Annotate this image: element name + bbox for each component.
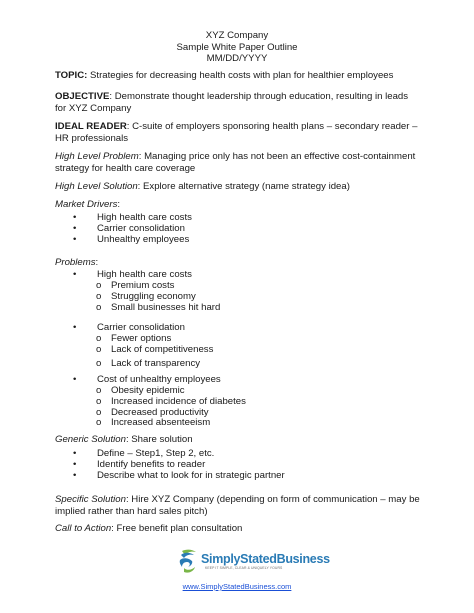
- ideal-reader-text: : C-suite of employers sponsoring health plans – secondary reader – HR professionals: [55, 121, 418, 144]
- objective-label: OBJECTIVE: [55, 91, 110, 102]
- list-item: o Obesity epidemic: [96, 385, 185, 396]
- bullet-icon: •: [73, 374, 77, 385]
- list-item: • Define – Step1, Step 2, etc.: [73, 448, 215, 459]
- logo-tagline: KEEP IT SIMPLE, CLEAR & UNIQUELY YOURS: [205, 566, 283, 570]
- problems-heading: [55, 257, 420, 269]
- solution-label: High Level Solution: [55, 181, 138, 192]
- list-item: o Decreased productivity: [96, 406, 209, 418]
- list-item: o Struggling economy: [96, 290, 196, 302]
- market-drivers-label: Market Drivers: [55, 199, 118, 210]
- topic-label: TOPIC:: [55, 70, 88, 81]
- sub-bullet-icon: o: [96, 343, 102, 355]
- list-item: o Fewer options: [96, 333, 172, 344]
- bullet-icon: •: [73, 458, 77, 470]
- sub-bullet-icon: o: [96, 357, 102, 369]
- ideal-reader-section: [55, 121, 420, 145]
- problems-colon: :: [95, 257, 99, 268]
- problem-sublist: [96, 280, 221, 313]
- problem-text: : Managing price only has not been an effective cost-containment strategy for health care coverage: [55, 151, 416, 174]
- website-link[interactable]: www.SimplyStatedBusiness.com: [182, 582, 292, 591]
- bullet-icon: •: [73, 212, 77, 223]
- list-item: o Lack of competitiveness: [96, 343, 214, 355]
- list-item: • Cost of unhealthy employees: [73, 374, 221, 385]
- list-item: o Lack of transparency: [96, 357, 201, 369]
- market-drivers-heading: [55, 199, 420, 211]
- bullet-icon: •: [73, 222, 77, 234]
- sub-bullet-icon: o: [96, 280, 102, 291]
- list-item: • Unhealthy employees: [73, 233, 190, 245]
- sub-bullet-icon: o: [96, 333, 102, 344]
- sub-bullet-icon: o: [96, 290, 102, 302]
- call-to-action-label: Call to Action: [55, 523, 112, 534]
- specific-solution-text: : Hire XYZ Company (depending on form of communication – may be implied rather than hard sales pitch): [55, 494, 420, 517]
- document-date: MM/DD/YYYY: [206, 53, 268, 64]
- sub-bullet-icon: o: [96, 406, 102, 418]
- generic-solution-list: [73, 448, 285, 481]
- specific-solution-label: Specific Solution: [55, 494, 126, 505]
- specific-solution-section: [55, 494, 420, 518]
- sub-bullet-icon: o: [96, 417, 102, 429]
- solution-section: [55, 181, 420, 193]
- list-item: o Small businesses hit hard: [96, 301, 221, 313]
- simply-stated-business-logo: [178, 548, 330, 576]
- list-item: o Increased absenteeism: [96, 417, 211, 429]
- company-name: XYZ Company: [205, 30, 269, 41]
- market-drivers-colon: :: [117, 199, 121, 210]
- problems-label: Problems: [55, 257, 96, 268]
- list-item: o Premium costs: [96, 280, 175, 291]
- document-title: Sample White Paper Outline: [176, 41, 298, 53]
- sub-bullet-icon: o: [96, 301, 102, 313]
- bullet-icon: •: [73, 322, 77, 333]
- call-to-action-section: [55, 523, 420, 535]
- problem-sublist: [96, 385, 246, 429]
- list-item: • Carrier consolidation: [73, 222, 185, 234]
- problem-sublist: [96, 333, 214, 369]
- problem-label: High Level Problem: [55, 151, 139, 162]
- solution-text: : Explore alternative strategy (name strategy idea): [137, 181, 350, 192]
- list-item: • High health care costs: [73, 269, 192, 280]
- document-header: [0, 30, 474, 65]
- call-to-action-text: : Free benefit plan consultation: [111, 523, 243, 534]
- logo-mark-icon: [178, 549, 200, 575]
- bullet-icon: •: [73, 448, 77, 459]
- list-item: • Carrier consolidation: [73, 322, 185, 333]
- generic-solution-text: : Share solution: [125, 434, 193, 445]
- bullet-icon: •: [73, 233, 77, 245]
- list-item: • High health care costs: [73, 212, 192, 223]
- topic-section: [55, 70, 420, 82]
- sub-bullet-icon: o: [96, 385, 102, 396]
- logo-wordmark: SimplyStatedBusiness: [201, 552, 330, 566]
- ideal-reader-label: IDEAL READER: [55, 121, 127, 132]
- objective-section: [55, 91, 420, 115]
- market-drivers-list: [73, 212, 192, 245]
- generic-solution-label: Generic Solution: [55, 434, 126, 445]
- bullet-icon: •: [73, 469, 77, 481]
- list-item: • Describe what to look for in strategic partner: [73, 469, 285, 481]
- objective-text: : Demonstrate thought leadership through education, resulting in leads for XYZ Company: [55, 91, 409, 114]
- generic-solution-section: [55, 434, 420, 446]
- list-item: • Identify benefits to reader: [73, 458, 206, 470]
- problem-section: [55, 151, 420, 175]
- sub-bullet-icon: o: [96, 395, 102, 407]
- bullet-icon: •: [73, 269, 77, 280]
- list-item: o Increased incidence of diabetes: [96, 395, 246, 407]
- topic-text: Strategies for decreasing health costs with plan for healthier employees: [87, 70, 394, 81]
